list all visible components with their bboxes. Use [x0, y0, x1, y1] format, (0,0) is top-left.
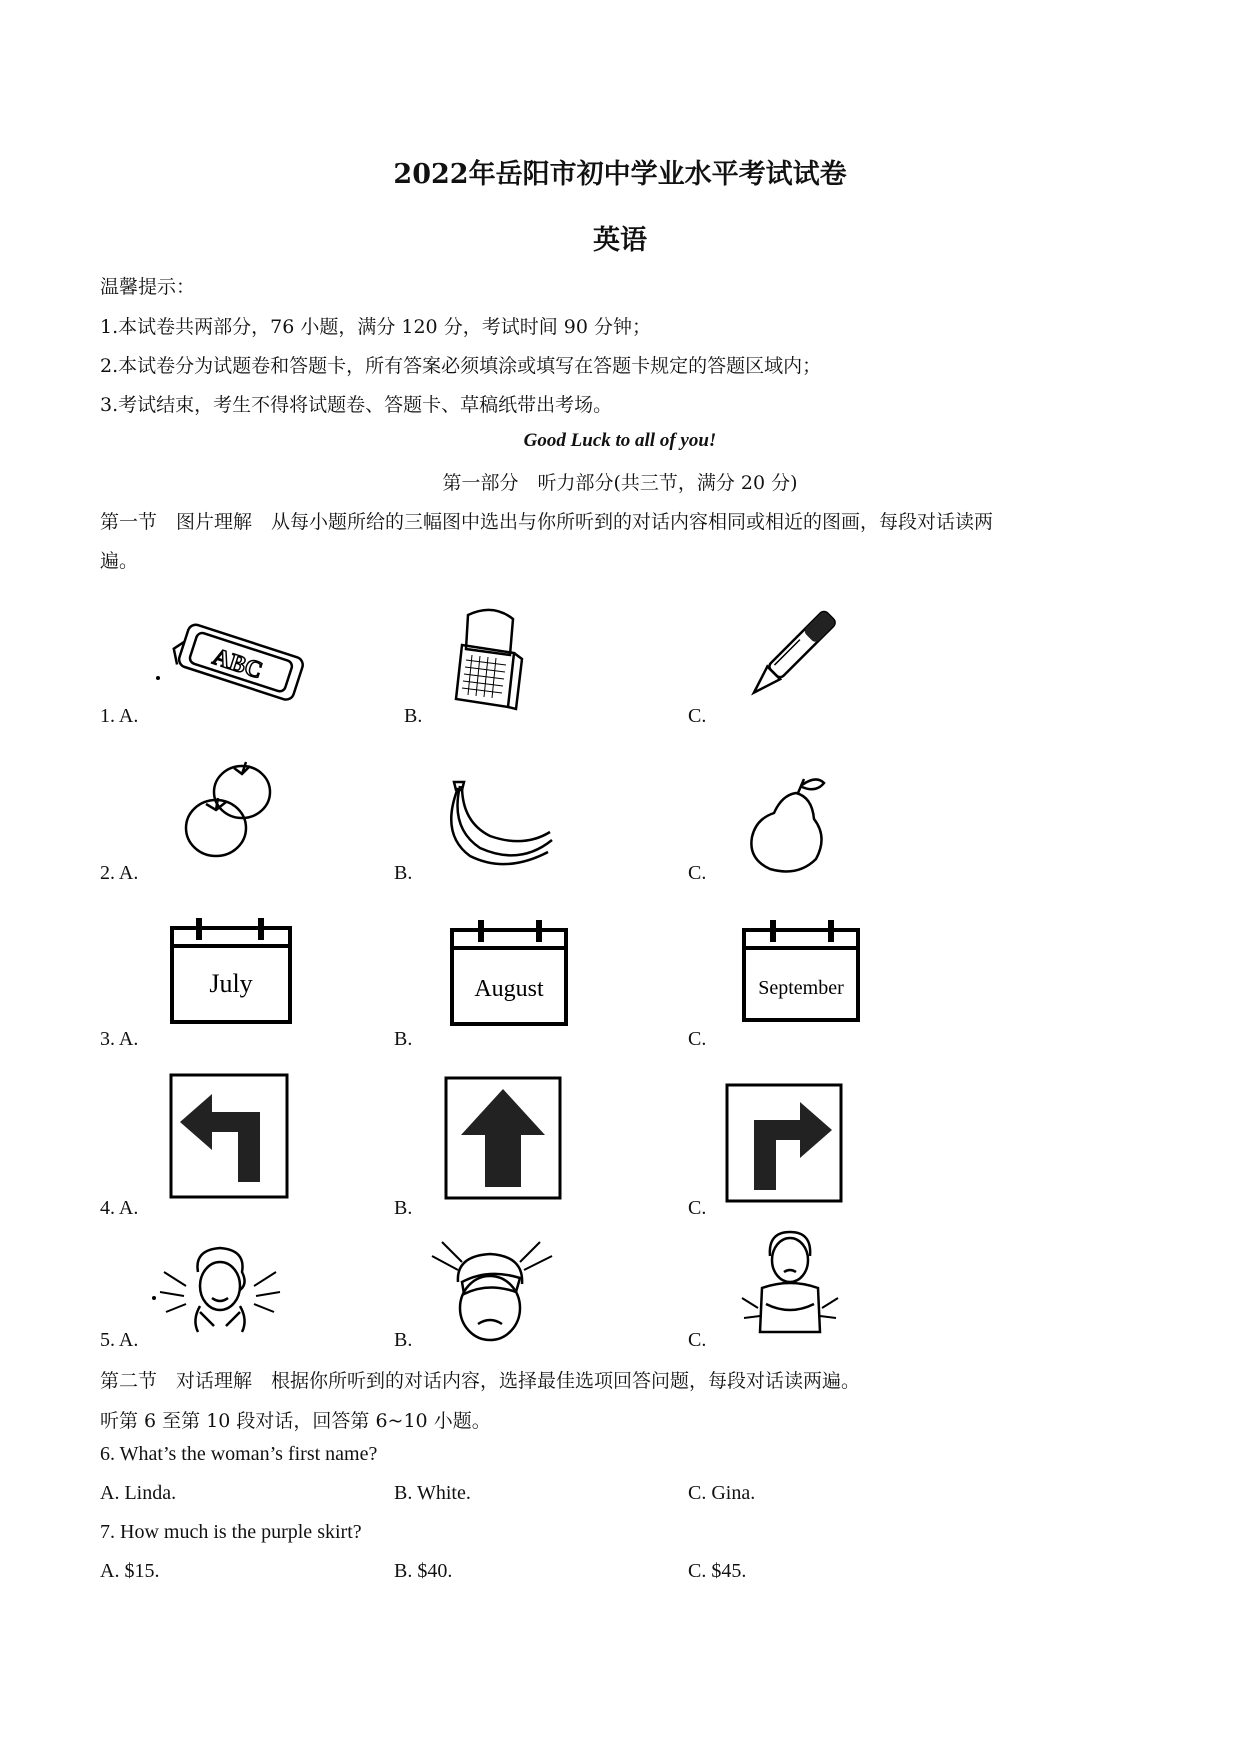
q7-option-c: C. $45.	[688, 1560, 747, 1582]
calendar-august-icon	[448, 920, 572, 1030]
exam-title: 2022年岳阳市初中学业水平考试试卷	[393, 159, 847, 190]
q4-label: 4. A.	[100, 1197, 139, 1219]
q5-label: 5. A.	[100, 1329, 139, 1351]
q4-option-b: B.	[394, 1197, 413, 1219]
eraser-abc-icon	[150, 620, 320, 710]
q7-text: 7. How much is the purple skirt?	[100, 1521, 362, 1543]
q3-option-c: C.	[688, 1028, 707, 1050]
calendar-july-label: July	[209, 969, 253, 998]
stomachache-person-icon	[740, 1228, 840, 1340]
q1-label: 1. A.	[100, 705, 139, 727]
section2-instruction: 听第 6 至第 10 段对话，回答第 6~10 小题。	[100, 1410, 491, 1432]
good-luck-text: Good Luck to all of you!	[523, 430, 717, 451]
svg-text:ABC: ABC	[209, 643, 266, 685]
pear-icon	[740, 775, 840, 875]
q5-option-c: C.	[688, 1329, 707, 1351]
q6-option-a: A. Linda.	[100, 1482, 177, 1504]
calendar-september-label: September	[758, 977, 844, 999]
tips-heading: 温馨提示：	[100, 276, 196, 298]
toothache-person-icon	[150, 1242, 290, 1337]
q2-option-c: C.	[688, 862, 707, 884]
section2-title: 第二节 对话理解 根据你所听到的对话内容，选择最佳选项回答问题，每段对话读两遍。	[100, 1370, 861, 1392]
turn-right-sign-icon	[724, 1082, 846, 1206]
q7-option-a: A. $15.	[100, 1560, 160, 1582]
q2-label: 2. A.	[100, 862, 139, 884]
section1-instruction-2: 遍。	[100, 550, 139, 572]
headache-person-icon	[428, 1238, 558, 1348]
tip-1: 1.本试卷共两部分，76 小题，满分 120 分，考试时间 90 分钟；	[100, 316, 651, 338]
pen-icon	[740, 608, 840, 708]
q7-option-b: B. $40.	[394, 1560, 453, 1582]
q2-option-b: B.	[394, 862, 413, 884]
q6-option-c: C. Gina.	[688, 1482, 756, 1504]
q6-text: 6. What’s the woman’s first name?	[100, 1443, 378, 1465]
q5-option-b: B.	[394, 1329, 413, 1351]
q1-option-b: B.	[404, 705, 423, 727]
part1-title: 第一部分 听力部分(共三节，满分 20 分)	[442, 472, 798, 494]
section1-instruction-1: 第一节 图片理解 从每小题所给的三幅图中选出与你所听到的对话内容相同或相近的图画，每段对话读两	[100, 511, 994, 533]
q6-option-b: B. White.	[394, 1482, 471, 1504]
tomatoes-icon	[180, 758, 290, 863]
go-straight-sign-icon	[443, 1075, 565, 1203]
sharpener-icon	[448, 605, 538, 715]
calendar-july-icon	[168, 918, 296, 1028]
turn-left-sign-icon	[168, 1072, 292, 1202]
tip-2: 2.本试卷分为试题卷和答题卡，所有答案必须填涂或填写在答题卡规定的答题区域内；	[100, 355, 822, 377]
bananas-icon	[440, 778, 560, 868]
tip-3: 3.考试结束，考生不得将试题卷、答题卡、草稿纸带出考场。	[100, 394, 613, 416]
q1-option-c: C.	[688, 705, 707, 727]
q3-label: 3. A.	[100, 1028, 139, 1050]
q4-option-c: C.	[688, 1197, 707, 1219]
exam-subject: 英语	[593, 225, 647, 256]
calendar-august-label: August	[474, 976, 544, 1002]
calendar-september-icon	[740, 920, 864, 1030]
q3-option-b: B.	[394, 1028, 413, 1050]
